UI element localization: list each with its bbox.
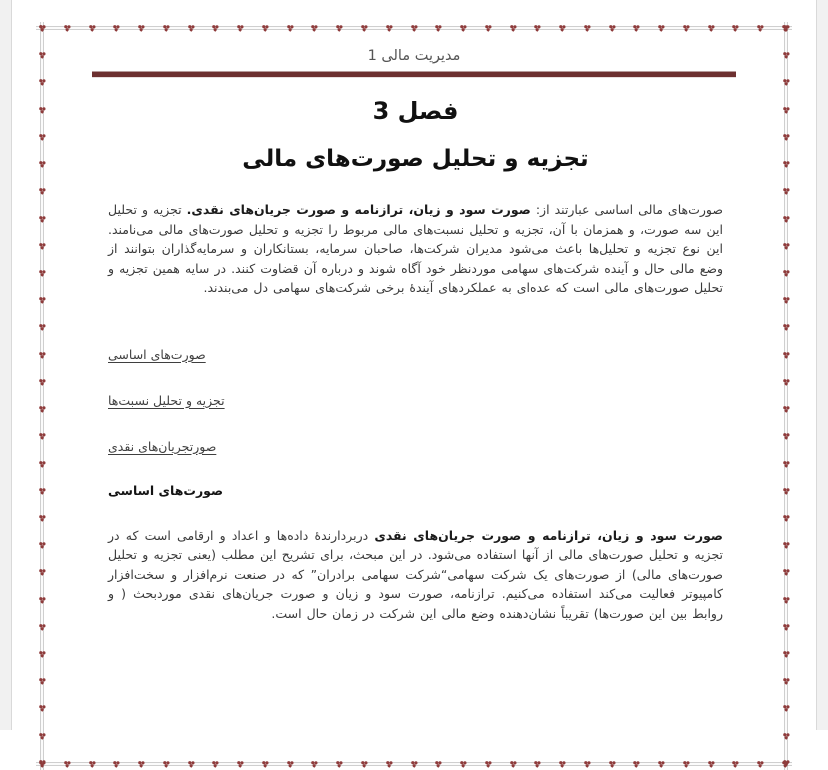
clover-icon xyxy=(782,378,791,387)
clover-icon xyxy=(38,78,47,87)
clover-icon xyxy=(782,323,791,332)
clover-icon xyxy=(782,759,791,768)
clover-icon xyxy=(286,24,295,33)
clover-icon xyxy=(38,323,47,332)
clover-icon xyxy=(484,24,493,33)
viewer-right-gutter xyxy=(816,0,828,730)
clover-icon xyxy=(782,269,791,278)
section-heading-basic-statements: صورت‌های اساسی xyxy=(108,482,224,498)
clover-icon xyxy=(782,187,791,196)
clover-icon xyxy=(187,760,196,769)
section-link-list xyxy=(108,344,723,456)
clover-icon xyxy=(509,760,518,769)
clover-icon xyxy=(38,677,47,686)
clover-icon xyxy=(484,760,493,769)
clover-icon xyxy=(162,760,171,769)
clover-icon xyxy=(137,760,146,769)
clover-icon xyxy=(410,24,419,33)
clover-icon xyxy=(335,24,344,33)
clover-icon xyxy=(360,24,369,33)
clover-icon xyxy=(782,432,791,441)
clover-icon xyxy=(782,677,791,686)
clover-icon xyxy=(608,24,617,33)
clover-icon xyxy=(162,24,171,33)
clover-icon xyxy=(286,760,295,769)
clover-icon xyxy=(782,405,791,414)
clover-icon xyxy=(782,160,791,169)
clover-icon xyxy=(38,269,47,278)
clover-icon xyxy=(410,760,419,769)
clover-icon xyxy=(583,760,592,769)
clover-icon xyxy=(682,760,691,769)
clover-icon xyxy=(38,51,47,60)
clover-icon xyxy=(782,541,791,550)
clover-icon xyxy=(38,405,47,414)
clover-icon xyxy=(38,160,47,169)
clover-icon xyxy=(261,24,270,33)
clover-icon xyxy=(38,432,47,441)
document-content xyxy=(108,96,723,623)
clover-icon xyxy=(38,732,47,741)
clover-icon xyxy=(657,24,666,33)
clover-icon xyxy=(310,24,319,33)
clover-icon xyxy=(434,24,443,33)
clover-icon xyxy=(782,78,791,87)
clover-icon xyxy=(533,24,542,33)
list-item xyxy=(108,344,723,364)
clover-icon xyxy=(63,760,72,769)
list-item xyxy=(108,390,723,410)
page-sheet xyxy=(12,0,816,730)
clover-icon xyxy=(632,760,641,769)
clover-icon xyxy=(533,760,542,769)
clover-icon xyxy=(756,24,765,33)
clover-icon xyxy=(782,24,791,33)
section-link-3[interactable]: صورتجریان‌های نقدی xyxy=(108,438,217,454)
clover-icon xyxy=(657,760,666,769)
clover-icon xyxy=(782,732,791,741)
running-header-text: مدیریت مالی 1 xyxy=(367,48,461,64)
clover-icon xyxy=(335,760,344,769)
clover-icon xyxy=(782,514,791,523)
body-text: صورت‌های مالی اساسی عبارتند از: xyxy=(530,202,723,217)
clover-icon xyxy=(38,378,47,387)
viewer-left-gutter xyxy=(0,0,12,730)
paragraph-spacer xyxy=(108,298,723,344)
list-item xyxy=(108,436,723,456)
basic-statements-paragraph xyxy=(108,526,723,624)
body-text: دربردارنده‌ٔ داده‌ها و اعداد و ارقامی است که در تجزیه و تحلیل صورت‌های مالی از آنها استفاده می‌شود. در این مبحث، برای تشریح این مطلب (یعنی تجزیه و تحلیل صورت‌های مالی) از صورت‌های یک شرکت سهامی“شرکت سهامی برادران” که در صنعت نرم‌افزار و سخت‌افزار کامپیوتر فعالیت می‌کند استفاده می‌کنیم. ترازنامه، صورت سود و زیان و صورت جریان‌های نقدی موردبحث ( و روابط بین این صورت‌ها) تقریباً نشان‌دهنده وضع مالی این شرکت در زمان حال است. xyxy=(108,527,723,621)
clover-icon xyxy=(782,351,791,360)
clover-icon xyxy=(782,215,791,224)
chapter-number: فصل 3 xyxy=(372,97,459,125)
clover-icon xyxy=(782,568,791,577)
clover-icon xyxy=(782,296,791,305)
page-border-bottom-motifs xyxy=(36,758,792,770)
header-divider-rule xyxy=(92,71,736,78)
clover-icon xyxy=(782,106,791,115)
clover-icon xyxy=(608,760,617,769)
clover-icon xyxy=(782,51,791,60)
clover-icon xyxy=(782,650,791,659)
clover-icon xyxy=(137,24,146,33)
page-border-left-motifs xyxy=(36,22,48,770)
clover-icon xyxy=(38,242,47,251)
clover-icon xyxy=(236,24,245,33)
clover-icon xyxy=(385,24,394,33)
clover-icon xyxy=(38,106,47,115)
clover-icon xyxy=(211,760,220,769)
clover-icon xyxy=(38,759,47,768)
clover-icon xyxy=(434,760,443,769)
clover-icon xyxy=(509,24,518,33)
clover-icon xyxy=(88,760,97,769)
clover-icon xyxy=(38,541,47,550)
clover-icon xyxy=(38,215,47,224)
clover-icon xyxy=(782,487,791,496)
section-link-2[interactable]: تجزیه و تحلیل نسبت‌ها xyxy=(108,392,225,408)
clover-icon xyxy=(38,623,47,632)
clover-icon xyxy=(558,760,567,769)
clover-icon xyxy=(38,24,47,33)
clover-icon xyxy=(558,24,567,33)
clover-icon xyxy=(782,623,791,632)
clover-icon xyxy=(459,24,468,33)
page-border-right-motifs xyxy=(780,22,792,770)
clover-icon xyxy=(236,760,245,769)
clover-icon xyxy=(38,487,47,496)
emphasis-text: صورت سود و زیان، ترازنامه و صورت جریان‌های نقدی xyxy=(374,527,723,543)
clover-icon xyxy=(632,24,641,33)
clover-icon xyxy=(731,760,740,769)
clover-icon xyxy=(731,24,740,33)
clover-icon xyxy=(38,133,47,142)
body-text: تجزیه و تحلیل این سه صورت، و همزمان با آن، تجزیه و تحلیل نسبت‌های مالی مربوط را تجزیه و تحلیل صورت‌های مالی می‌نامند. این نوع تجزیه و تحلیل‌ها باعث می‌شود مدیران شرکت‌ها، صاحبان سرمایه، بستانکاران و سرمایه‌گذاران بتوانند از وضع مالی حال و آینده شرکت‌های سهامی موردنظر خود آگاه شوند و درباره آن قضاوت کنند. در سایه همین تجزیه و تحلیل صورت‌های مالی است که عده‌ای به عملکردهای آینده‌ٔ برخی شرکت‌های سهامی دل می‌بندند. xyxy=(108,202,723,295)
clover-icon xyxy=(782,460,791,469)
clover-icon xyxy=(38,596,47,605)
clover-icon xyxy=(682,24,691,33)
clover-icon xyxy=(782,242,791,251)
clover-icon xyxy=(707,760,716,769)
running-header xyxy=(60,46,768,78)
clover-icon xyxy=(459,760,468,769)
clover-icon xyxy=(583,24,592,33)
clover-icon xyxy=(782,133,791,142)
clover-icon xyxy=(38,568,47,577)
clover-icon xyxy=(112,760,121,769)
clover-icon xyxy=(360,760,369,769)
clover-icon xyxy=(38,514,47,523)
clover-icon xyxy=(38,460,47,469)
clover-icon xyxy=(88,24,97,33)
clover-icon xyxy=(112,24,121,33)
clover-icon xyxy=(782,704,791,713)
clover-icon xyxy=(63,24,72,33)
clover-icon xyxy=(782,596,791,605)
clover-icon xyxy=(707,24,716,33)
clover-icon xyxy=(38,704,47,713)
section-link-1[interactable]: صورت‌های اساسی xyxy=(108,346,206,362)
clover-icon xyxy=(756,760,765,769)
emphasis-text: صورت سود و زیان، ترازنامه و صورت جریان‌های نقدی. xyxy=(186,202,531,217)
clover-icon xyxy=(187,24,196,33)
clover-icon xyxy=(385,760,394,769)
clover-icon xyxy=(261,760,270,769)
clover-icon xyxy=(211,24,220,33)
clover-icon xyxy=(38,296,47,305)
chapter-title: تجزیه و تحلیل صورت‌های مالی xyxy=(242,146,589,172)
clover-icon xyxy=(38,650,47,659)
clover-icon xyxy=(38,351,47,360)
intro-paragraph xyxy=(108,200,723,298)
clover-icon xyxy=(38,187,47,196)
clover-icon xyxy=(310,760,319,769)
page-border-top-motifs xyxy=(36,22,792,34)
